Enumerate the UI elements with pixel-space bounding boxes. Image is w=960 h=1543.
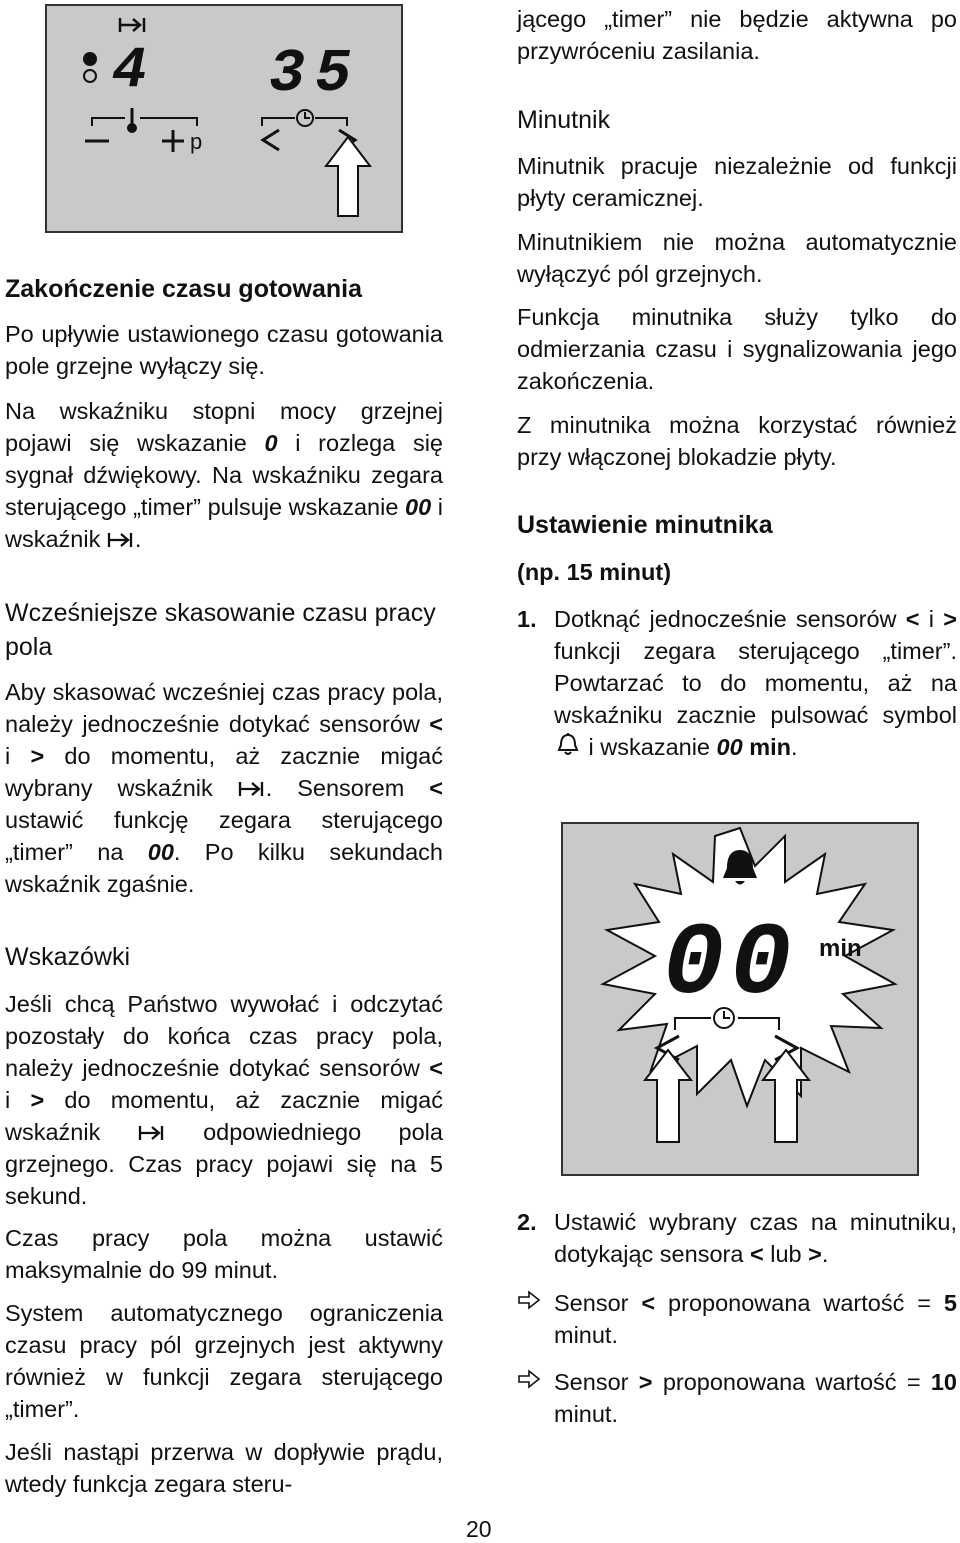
heading-example: (np. 15 minut) <box>517 559 672 585</box>
minute-digits: 00 <box>663 907 798 1023</box>
paragraph-hint-3: System automatycznego ograniczenia czasu pracy pól grzejnych jest aktywny również w funkcji zegara sterującego „timer”. <box>5 1300 443 1422</box>
timer-digits: 35 <box>269 41 362 109</box>
pointing-arrow-icon <box>326 137 370 216</box>
paragraph-minutnik-3: Funkcja minutnika służy tylko do odmierzania czasu i sygnalizowania jego zakończenia. <box>517 304 957 394</box>
result-arrow-icon <box>517 1369 541 1389</box>
clock-icon <box>297 110 313 126</box>
paragraph-early-reset: Aby skasować wcześniej czas pracy pola, należy jednocześnie dotykać sensorów < i > do momentu, aż zacznie migać wybrany wskaźnik . Sensorem < ustawić funkcję zegara sterującego „timer” na 00. Po kilku sekundach wskaźnik zgaśnie. <box>5 679 444 897</box>
cooktop-display-panel <box>45 4 403 233</box>
plus-sensor-icon <box>162 130 184 152</box>
result-arrow-icon <box>517 1290 541 1310</box>
heading-minutnik: Minutnik <box>517 106 611 134</box>
bell-icon <box>554 732 582 758</box>
paragraph-minutnik-4: Z minutnika można korzystać również przy włączonej blokadzie płyty. <box>517 412 957 470</box>
paragraph-hint-2: Czas pracy pola można ustawić maksymalnie do 99 minut. <box>5 1225 443 1283</box>
heading-set-minutnik: Ustawienie minutnika <box>517 511 773 539</box>
power-bracket-icon <box>92 118 197 126</box>
heading-early-reset: Wcześniejsze skasowanie czasu pracy pola <box>5 599 436 661</box>
paragraph-continuation: jącego „timer” nie będzie aktywna po przywróceniu zasilania. <box>517 6 957 64</box>
step-1: 1. Dotknąć jednocześnie sensorów < i > funkcji zegara sterującego „timer”. Powtarzać to do momentu, aż na wskaźniku zacznie pulsować symbol i wskazanie 00 min. <box>517 606 957 760</box>
cooktop-display-graphic <box>47 6 401 231</box>
zone-dot-inactive-icon <box>84 70 96 82</box>
step-2: 2. Ustawić wybrany czas na minutniku, dotykając sensora < lub >. <box>517 1209 957 1267</box>
paragraph-end-of-cooking: Po upływie ustawionego czasu gotowania pole grzejne wyłączy się. <box>5 321 443 379</box>
paragraph-minutnik-1: Minutnik pracuje niezależnie od funkcji płyty ceramicznej. <box>517 153 957 211</box>
paragraph-minutnik-2: Minutnikiem nie można automatycznie wyłączyć pól grzejnych. <box>517 229 957 287</box>
heading-hints: Wskazówki <box>5 943 131 971</box>
result-1: Sensor < proponowana wartość = 5 minut. <box>517 1287 957 1351</box>
minute-timer-display-panel <box>561 822 919 1176</box>
timer-indicator-icon <box>138 1123 166 1143</box>
timer-indicator-icon <box>238 779 266 799</box>
heading-end-of-cooking: Zakończenie czasu gotowania <box>5 275 363 303</box>
zero-value: 0 <box>264 430 278 456</box>
minute-timer-display-graphic <box>563 824 917 1174</box>
p-label: p <box>190 129 203 154</box>
page-number: 20 <box>466 1516 492 1542</box>
power-level-digit: 4 <box>112 39 147 104</box>
timer-bracket-icon <box>262 118 347 126</box>
double-zero-value: 00 <box>405 494 432 520</box>
minute-unit-label: min <box>819 935 862 962</box>
pointing-arrow-left-icon <box>645 1050 691 1142</box>
paragraph-hint-1: Jeśli chcą Państwo wywołać i odczytać pozostały do końca czas pracy pola, należy jednocześnie dotykać sensorów < i > do momentu, aż zacznie migać wskaźnik odpowiedniego pola grzejnego. Czas pracy pojawi się na 5 sekund. <box>5 991 444 1209</box>
timer-indicator-icon <box>107 530 135 550</box>
thermometer-icon <box>127 108 137 133</box>
zone-dot-active-icon <box>83 52 97 66</box>
paragraph-indicators: Na wskaźniku stopni mocy grzejnej pojawi się wskazanie 0 i rozlega się sygnał dźwiękowy. Na wskaźniku zegara sterującego „timer” pulsuje wskazanie 00 i wskaźnik . <box>5 398 443 552</box>
less-sensor-icon <box>263 130 279 150</box>
timer-indicator-icon <box>120 18 144 32</box>
result-2: Sensor > proponowana wartość = 10 minut. <box>517 1366 957 1430</box>
paragraph-hint-4: Jeśli nastąpi przerwa w dopływie prądu, wtedy funkcja zegara steru- <box>5 1439 443 1497</box>
